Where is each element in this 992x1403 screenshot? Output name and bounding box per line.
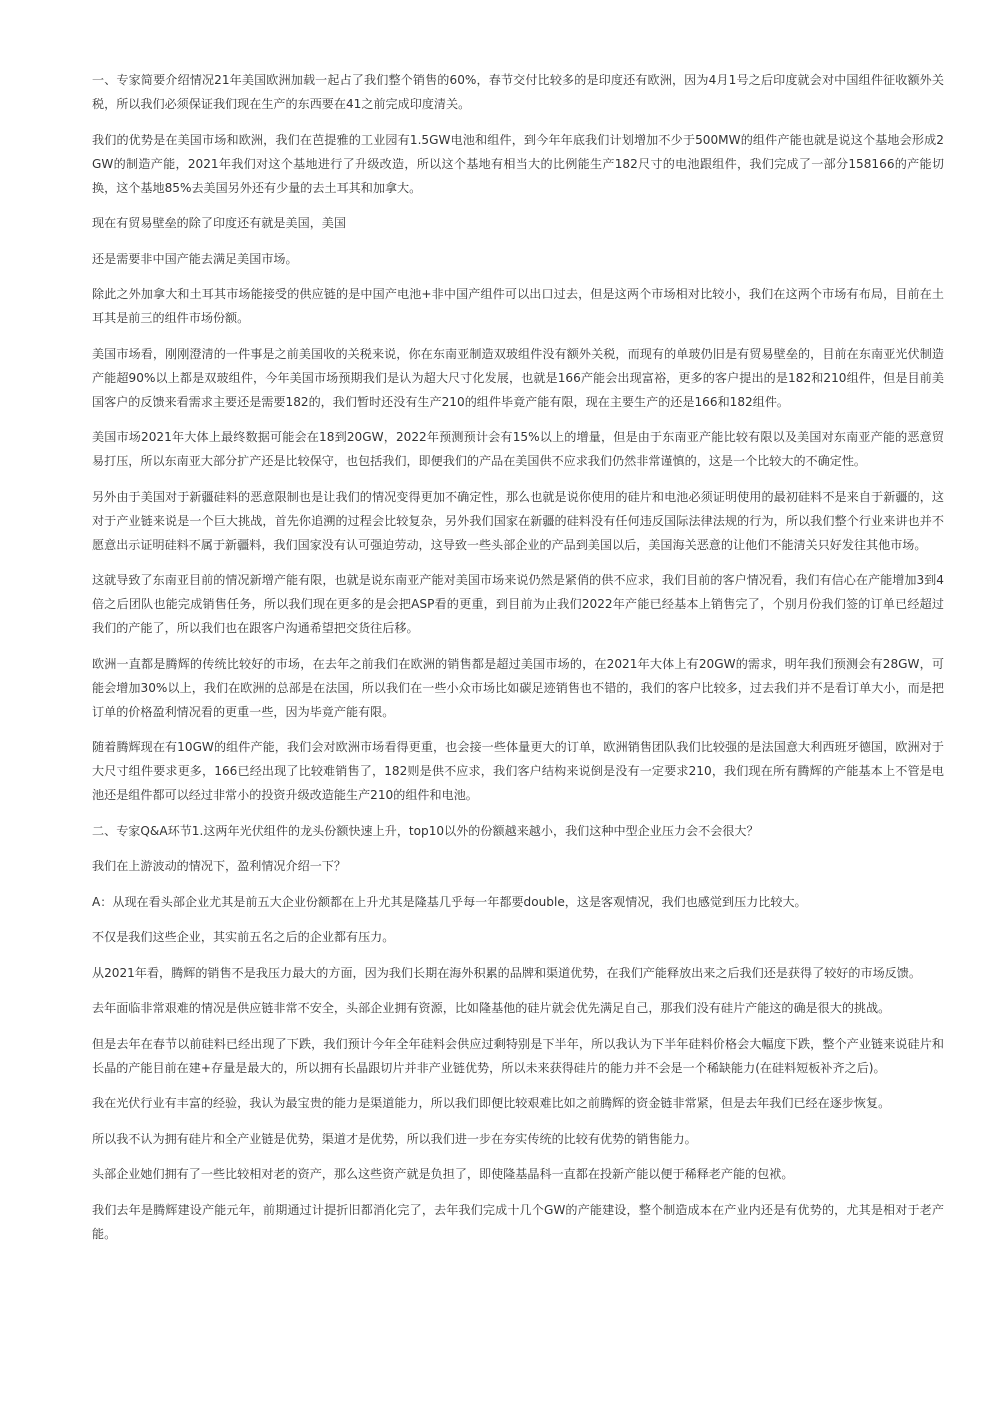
document-body bbox=[92, 68, 944, 1257]
paragraph: 随着腾辉现在有10GW的组件产能，我们会对欧洲市场看得更重，也会接一些体量更大的订单，欧洲销售团队我们比较强的是法国意大利西班牙德国，欧洲对于大尺寸组件要求更多，166已经出现了比较难销售了，182则是供不应求，我们客户结构来说倒是没有一定要求210，我们现在所有腾辉的产能基本上不管是电池还是组件都可以经过非常小的投资升级改造能生产210的组件和电池。 bbox=[92, 740, 944, 802]
paragraph: 欧洲一直都是腾辉的传统比较好的市场，在去年之前我们在欧洲的销售都是超过美国市场的，在2021年大体上有20GW的需求，明年我们预测会有28GW，可能会增加30%以上，我们在欧洲的总部是在法国，所以我们在一些小众市场比如碳足迹销售也不错的，我们的客户比较多，过去我们并不是看订单大小，而是把订单的价格盈利情况看的更重一些，因为毕竟产能有限。 bbox=[92, 656, 944, 719]
paragraph: 我们的优势是在美国市场和欧洲，我们在芭提雅的工业园有1.5GW电池和组件，到今年年底我们计划增加不少于500MW的组件产能也就是说这个基地会形成2GW的制造产能，2021年我们对这个基地进行了升级改造，所以这个基地有相当大的比例能生产182尺寸的电池跟组件，我们完成了一部分158166的产能切换，这个基地85%去美国另外还有少量的去土耳其和加拿大。 bbox=[92, 132, 944, 195]
paragraph: 美国市场2021年大体上最终数据可能会在18到20GW，2022年预测预计会有15%以上的增量，但是由于东南亚产能比较有限以及美国对东南亚产能的恶意贸易打压，所以东南亚大部分扩产还是比较保守，也包括我们，即便我们的产品在美国供不应求我们仍然非常谨慎的，这是一个比较大的不确定性。 bbox=[92, 430, 944, 468]
paragraph: 从2021年看，腾辉的销售不是我压力最大的方面，因为我们长期在海外积累的品牌和渠道优势，在我们产能释放出来之后我们还是获得了较好的市场反馈。 bbox=[92, 965, 921, 980]
paragraph: 这就导致了东南亚目前的情况新增产能有限，也就是说东南亚产能对美国市场来说仍然是紧俏的供不应求，我们目前的客户情况看，我们有信心在产能增加3到4倍之后团队也能完成销售任务，所以我们现在更多的是会把ASP看的更重，到目前为止我们2022年产能已经基本上销售完了，个别月份我们签的订单已经超过我们的产能了，所以我们也在跟客户沟通希望把交货往后移。 bbox=[92, 573, 944, 635]
answer-text: A：从现在看头部企业尤其是前五大企业份额都在上升尤其是隆基几乎每一年都要double，这是客观情况，我们也感觉到压力比较大。 bbox=[92, 894, 807, 909]
question-text: 我们在上游波动的情况下，盈利情况介绍一下？ bbox=[92, 859, 346, 873]
section-heading-qa: 二、专家Q&A环节1.这两年光伏组件的龙头份额快速上升，top10以外的份额越来越小，我们这种中型企业压力会不会很大？ bbox=[92, 823, 759, 838]
paragraph: 除此之外加拿大和土耳其市场能接受的供应链的是中国产电池+非中国产组件可以出口过去，但是这两个市场相对比较小，我们在这两个市场有布局，目前在土耳其是前三的组件市场份额。 bbox=[92, 287, 944, 325]
paragraph: 我们去年是腾辉建设产能元年，前期通过计提折旧都消化完了，去年我们完成十几个GW的产能建设，整个制造成本在产业内还是有优势的，尤其是相对于老产能。 bbox=[92, 1202, 944, 1241]
paragraph: 一、专家简要介绍情况21年美国欧洲加载一起占了我们整个销售的60%，春节交付比较多的是印度还有欧洲，因为4月1号之后印度就会对中国组件征收额外关税，所以我们必须保证我们现在生产的东西要在41之前完成印度清关。 bbox=[92, 73, 944, 111]
paragraph: 但是去年在春节以前硅料已经出现了下跌，我们预计今年全年硅料会供应过剩特别是下半年，所以我认为下半年硅料价格会大幅度下跌，整个产业链来说硅片和长晶的产能目前在建+存量是最大的，所以拥有长晶跟切片并非产业链优势，所以未来获得硅片的能力并不会是一个稀缺能力(在硅料短板补齐之后)。 bbox=[92, 1036, 944, 1075]
paragraph: 现在有贸易壁垒的除了印度还有就是美国，美国 bbox=[92, 216, 346, 230]
paragraph: 另外由于美国对于新疆硅料的恶意限制也是让我们的情况变得更加不确定性，那么也就是说你使用的硅片和电池必须证明使用的最初硅料不是来自于新疆的，这对于产业链来说是一个巨大挑战，首先你追溯的过程会比较复杂，另外我们国家在新疆的硅料没有任何违反国际法律法规的行为，所以我们整个行业来讲也并不愿意出示证明硅料不属于新疆料，我们国家没有认可强迫劳动，这导致一些头部企业的产品到美国以后，美国海关恶意的让他们不能清关只好发往其他市场。 bbox=[92, 489, 944, 552]
paragraph: 不仅是我们这些企业，其实前五名之后的企业都有压力。 bbox=[92, 930, 395, 944]
paragraph: 去年面临非常艰难的情况是供应链非常不安全，头部企业拥有资源，比如隆基他的硅片就会优先满足自己，那我们没有硅片产能这的确是很大的挑战。 bbox=[92, 1001, 891, 1015]
paragraph: 美国市场看，刚刚澄清的一件事是之前美国收的关税来说，你在东南亚制造双玻组件没有额外关税，而现有的单玻仍旧是有贸易壁垒的，目前在东南亚光伏制造产能超90%以上都是双玻组件，今年美国市场预期我们是认为超大尺寸化发展，也就是166产能会出现富裕，更多的客户提出的是182和210组件，但是目前美国客户的反馈来看需求主要还是需要182的，我们暂时还没有生产210的组件毕竟产能有限，现在主要生产的还是166和182组件。 bbox=[92, 346, 944, 409]
paragraph: 所以我不认为拥有硅片和全产业链是优势，渠道才是优势，所以我们进一步在夯实传统的比较有优势的销售能力。 bbox=[92, 1131, 697, 1146]
paragraph: 头部企业她们拥有了一些比较相对老的资产，那么这些资产就是负担了，即使隆基晶科一直都在投新产能以便于稀释老产能的包袱。 bbox=[92, 1167, 794, 1181]
paragraph: 我在光伏行业有丰富的经验，我认为最宝贵的能力是渠道能力，所以我们即便比较艰难比如之前腾辉的资金链非常紧，但是去年我们已经在逐步恢复。 bbox=[92, 1096, 891, 1110]
paragraph: 还是需要非中国产能去满足美国市场。 bbox=[92, 251, 298, 266]
